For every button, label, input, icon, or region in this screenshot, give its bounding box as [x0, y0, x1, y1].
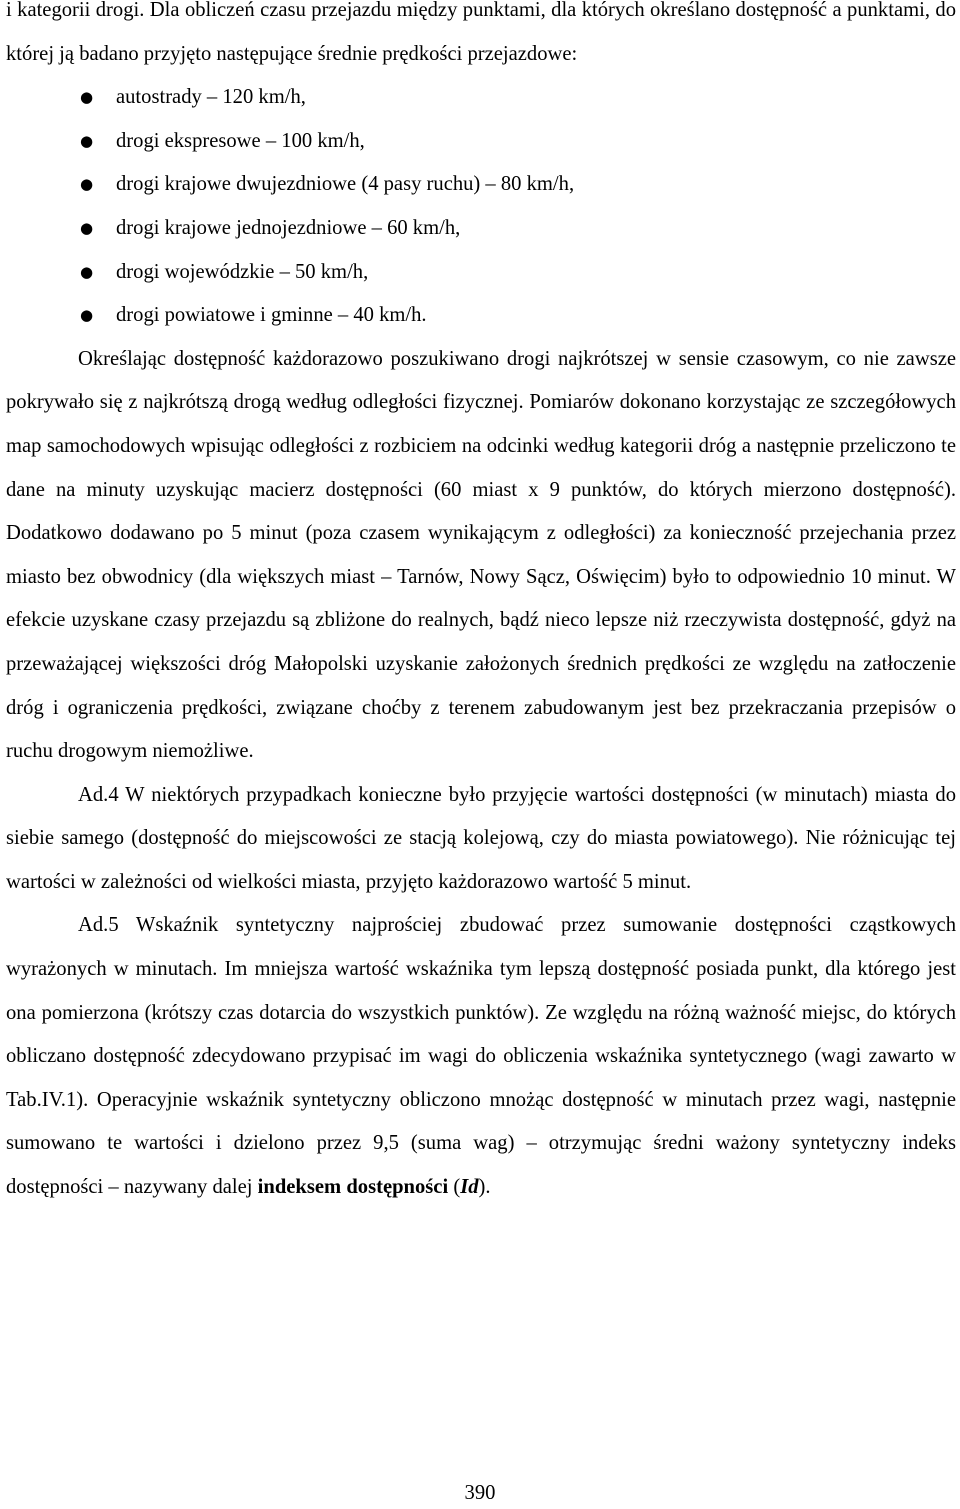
close-paren: ). — [478, 1176, 491, 1199]
speed-list — [6, 76, 956, 338]
bold-italic-abbreviation: Id — [460, 1176, 479, 1199]
method-paragraph: Określając dostępność każdorazowo poszukiwano drogi najkrótszej w sensie czasowym, co nie zawsze pokrywało się z najkrótszą drogą według odległości fizycznej. Pomiarów dokonano korzystając ze szczegółowych map samochodowych wpisując odległości z rozbiciem na odcinki według kategorii dróg a następnie przeliczono te dane na minuty uzyskując macierz dostępności (60 miast x 9 punktów, do których mierzono dostępność). Dodatkowo dodawano po 5 minut (poza czasem wynikającym z odległości) za konieczność przejechania przez miasto bez obwodnicy (dla większych miast – Tarnów, Nowy Sącz, Oświęcim) było to odpowiednio 10 minut. W efekcie uzyskane czasy przejazdu są zbliżone do realnych, bądź nieco lepsze niż rzeczywista dostępność, gdyż na przeważającej większości dróg Małopolski uzyskanie założonych średnich prędkości ze względu na zatłoczenie dróg i ograniczenia prędkości, związane choćby z terenem zabudowanym jest bez przekraczania przepisów o ruchu drogowym niemożliwe. — [6, 347, 956, 763]
list-item — [6, 294, 956, 338]
list-item — [6, 163, 956, 207]
list-item-text: drogi wojewódzkie – 50 km/h, — [116, 260, 369, 283]
bullet-icon: ● — [80, 131, 94, 150]
open-paren: ( — [448, 1176, 461, 1199]
bullet-icon: ● — [80, 88, 94, 107]
list-item-text: drogi ekspresowe – 100 km/h, — [116, 129, 365, 152]
list-item — [6, 251, 956, 295]
list-item — [6, 207, 956, 251]
ad5-text: Ad.5 Wskaźnik syntetyczny najprościej zbudować przez sumowanie dostępności cząstkowych wyrażonych w minutach. Im mniejsza wartość wskaźnika tym lepszą dostępność posiada punkt, dla którego jest ona pomierzona (krótszy czas dotarcia do wszystkich punktów). Ze względu na różną ważność miejsc, do których obliczano dostępność zdecydowano przypisać im wagi do obliczenia wskaźnika syntetycznego (wagi zawarto w Tab.IV.1). Operacyjnie wskaźnik syntetyczny obliczono mnożąc dostępność w minutach przez wagi, następnie sumowano te wartości i dzielono przez 9,5 (suma wag) – otrzymując średni ważony syntetyczny indeks dostępności – nazywany dalej — [6, 914, 956, 1199]
list-item-text: autostrady – 120 km/h, — [116, 86, 306, 109]
list-item — [6, 76, 956, 120]
document-page — [6, 0, 956, 1210]
list-item — [6, 120, 956, 164]
list-item-text: drogi krajowe dwujezdniowe (4 pasy ruchu) – 80 km/h, — [116, 173, 575, 196]
list-item-text: drogi powiatowe i gminne – 40 km/h. — [116, 304, 427, 327]
bold-term: indeksem dostępności — [257, 1176, 449, 1199]
bullet-icon: ● — [80, 306, 94, 325]
page-number: 390 — [464, 1482, 496, 1504]
intro-paragraph: i kategorii drogi. Dla obliczeń czasu przejazdu między punktami, dla których określano dostępność a punktami, do której ją badano przyjęto następujące średnie prędkości przejazdowe: — [6, 0, 956, 65]
bullet-icon: ● — [80, 175, 94, 194]
ad5-paragraph — [6, 904, 956, 1209]
bullet-icon: ● — [80, 262, 94, 281]
list-item-text: drogi krajowe jednojezdniowe – 60 km/h, — [116, 216, 461, 239]
bullet-icon: ● — [80, 218, 94, 237]
ad4-paragraph: Ad.4 W niektórych przypadkach konieczne było przyjęcie wartości dostępności (w minutach) miasta do siebie samego (dostępność do miejscowości ze stacją kolejową, czy do miasta powiatowego). Nie różnicując tej wartości w zależności od wielkości miasta, przyjęto każdorazowo wartość 5 minut. — [6, 783, 956, 893]
